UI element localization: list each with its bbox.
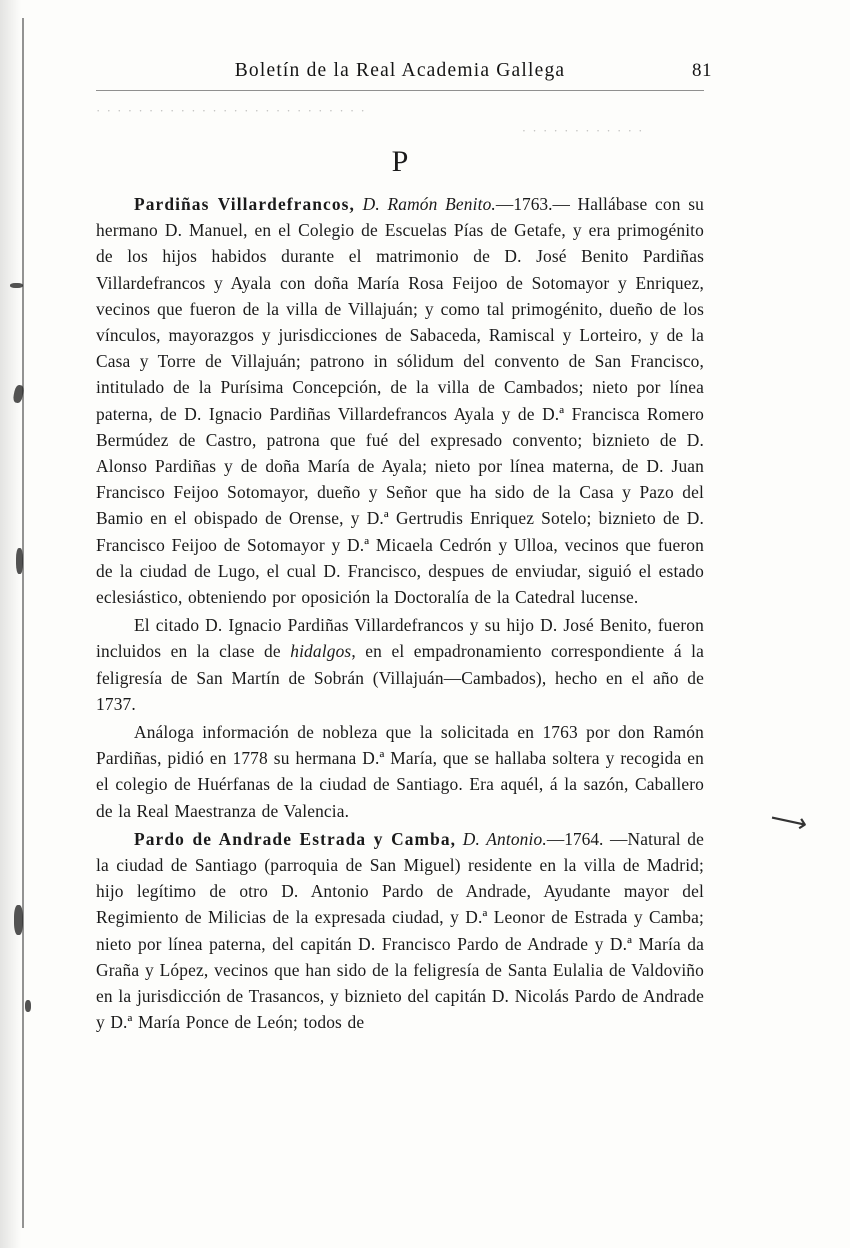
scan-artifact <box>10 283 23 288</box>
entry-name: Pardiñas Villardefrancos, <box>134 194 355 214</box>
bleed-line-1: · · · · · · · · · · · · · · · · · · · · · · · · · · <box>96 103 367 118</box>
scan-artifact <box>14 905 23 935</box>
scan-artifact <box>16 548 23 574</box>
bleed-line-2: · · · · · · · · · · · · <box>521 123 644 138</box>
entry-body: —Natural de la ciudad de Santiago (parroquia de San Miguel) residente en la villa de Madrid; hijo legítimo de otro D. Antonio Pardo de Andrade, Ayudante mayor del Regimiento de Milicias de la expresada ciudad, y D.ª Leonor de Estrada y Camba; nieto por línea paterna, del capitán D. Francisco Pardo de Andrade y D.ª María da Graña y López, vecinos que han sido de la feligresía de Santa Eulalia de Valdoviño en la jurisdicción de Trasancos, y biznieto del capitán D. Nicolás Pardo de Andrade y D.ª María Ponce de León; todos de <box>96 828 705 1033</box>
entry-name: Pardo de Andrade Estrada y Camba, <box>134 828 457 849</box>
running-head <box>96 60 712 88</box>
entry-pardinas-paragraph-2 <box>96 612 704 717</box>
paragraph-2-italic: hidalgos <box>290 641 352 662</box>
page-number: 81 <box>692 60 712 81</box>
scan-artifact <box>25 1000 31 1012</box>
entry-person: D. Ramón Benito. <box>362 194 496 214</box>
paragraph-2-pre: El citado D. Ignacio Pardiñas Villardefrancos y su hijo D. José Benito, fueron incluidos en la clase de <box>96 615 704 662</box>
entry-pardinas-paragraph-3: Análoga información de nobleza que la solicitada en 1763 por don Ramón Pardiñas, pidió en 1778 su hermana D.ª María, que se hallaba soltera y recogida en el colegio de Huérfanas de la ciudad de Santiago. Era aquél, á la sazón, Caballero de la Real Maestranza de Valencia. <box>96 722 704 821</box>
entry-pardo-de-andrade <box>96 826 704 1036</box>
page-content <box>96 60 712 1036</box>
scan-shadow-left <box>0 0 30 1248</box>
entry-year: —1764. <box>546 828 604 849</box>
entry-year: —1763.— <box>495 194 570 214</box>
bleed-through-text <box>96 101 704 143</box>
entry-pardinas <box>96 191 704 610</box>
running-title: Boletín de la Real Academia Gallega <box>234 60 566 81</box>
entry-body: Hallábase con su hermano D. Manuel, en el Colegio de Escuelas Pías de Getafe, y era primogénito de los hijos habidos durante el matrimonio de D. José Benito Pardiñas Villardefrancos y Ayala con doña María Rosa Feijoo de Sotomayor y Enriquez, vecinos que fueron de la villa de Villajuán; y como tal primogénito, dueño de los vínculos, mayorazgos y jurisdicciones de Sabaceda, Ramiscal y Lorteiro, y de la Casa y Torre de Villajuán; patrono in sólidum del convento de San Francisco, intitulado de la Purísima Concepción, de la villa de Cambados; nieto por línea paterna, de D. Ignacio Pardiñas Villardefrancos Ayala y de D.ª Francisca Romero Bermúdez de Castro, patrona que fué del expresado convento; biznieto de D. Alonso Pardiñas y de doña María de Ayala; nieto por línea materna, de D. Juan Francisco Feijoo Sotomayor, dueño y Señor que ha sido de la Casa y Pazo del Bamio en el obispado de Orense, y D.ª Gertrudis Enriquez Sotelo; biznieto de D. Francisco Feijoo de Sotomayor y D.ª Micaela Cedrón y Ulloa, vecinos que fueron de la ciudad de Lugo, el cual D. Francisco, despues de enviudar, siguió el estado eclesiástico, obteniendo por oposición la Doctoralía de la Catedral lucense. <box>96 194 704 608</box>
scan-binding-line <box>22 18 24 1228</box>
section-letter: P <box>391 145 409 178</box>
entry-person: D. Antonio. <box>462 828 547 849</box>
header-rule <box>96 90 704 91</box>
paragraph-2-post: , en el empadronamiento correspondiente á la feligresía de San Martín de Sobrán (Villajuán—Cambados), hecho en el año de 1737. <box>96 641 704 714</box>
handwritten-arrow-mark: ⟶ <box>767 802 811 839</box>
